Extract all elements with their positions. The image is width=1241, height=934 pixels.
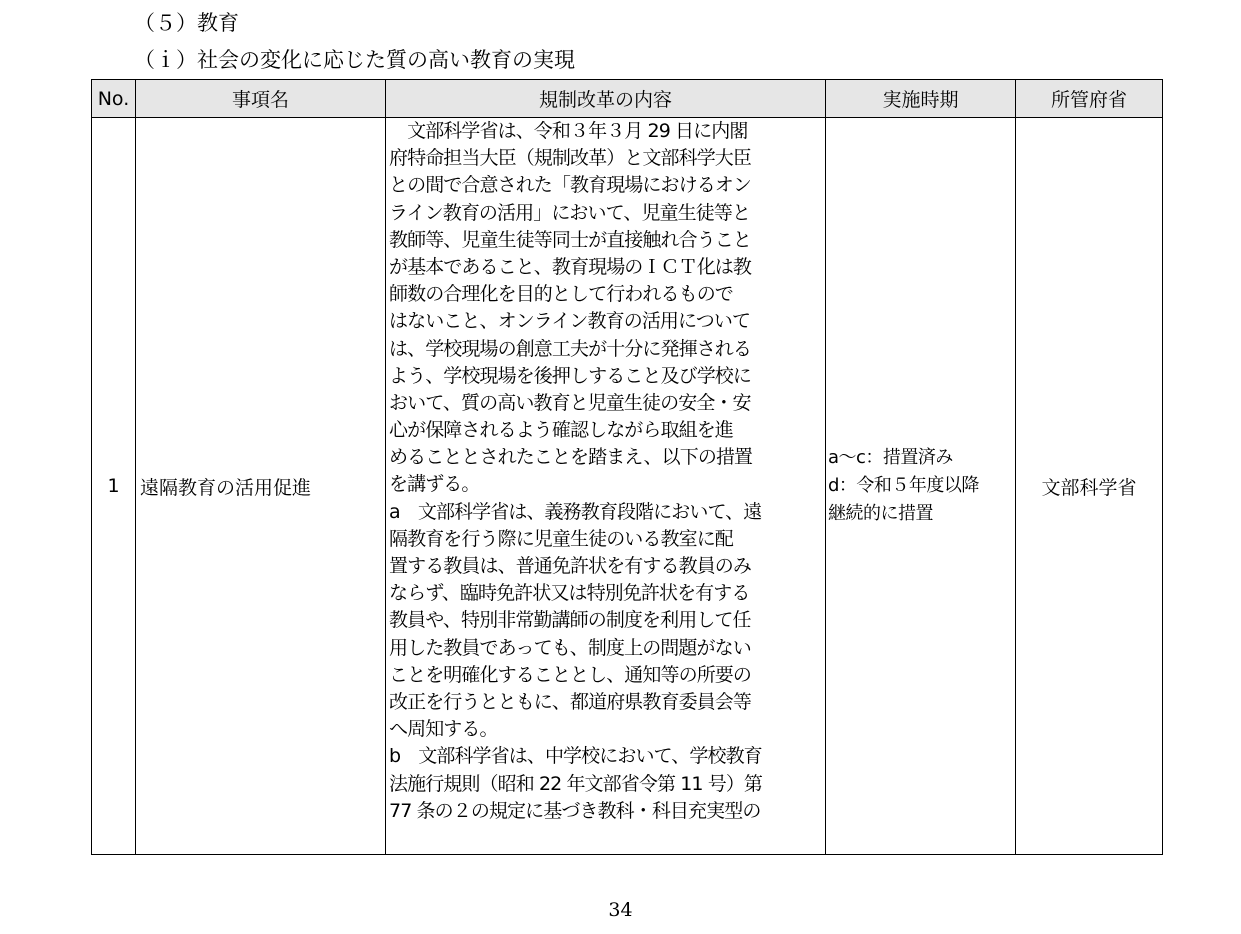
content-cell: [386, 118, 826, 855]
content-text: [386, 118, 825, 854]
section-heading: （５）教育: [134, 11, 239, 35]
header-no: No.: [92, 80, 136, 118]
row-number: 1: [92, 118, 136, 855]
content-line: を講ずる。: [389, 473, 480, 496]
content-line: 師数の合理化を目的として行われるもので: [389, 283, 733, 306]
page-number: 34: [608, 899, 633, 921]
subsection-heading: （ｉ）社会の変化に応じた質の高い教育の実現: [134, 48, 575, 72]
header-content: 規制改革の内容: [386, 80, 826, 118]
period-line: d：令和５年度以降: [828, 475, 979, 496]
header-item: 事項名: [136, 80, 386, 118]
period-line: a〜c：措置済み: [828, 447, 953, 468]
content-line: との間で合意された「教育現場におけるオン: [389, 174, 752, 197]
content-line: 教師等、児童生徒等同士が直接触れ合うこと: [389, 228, 752, 251]
table-header-row: [92, 80, 1163, 118]
content-line: めることとされたことを踏まえ、以下の措置: [389, 446, 753, 469]
item-name: 遠隔教育の活用促進: [136, 118, 386, 855]
table-row: [92, 118, 1163, 855]
content-line: が基本であること、教育現場のＩＣＴ化は教: [389, 255, 752, 278]
content-line: b 文部科学省は、中学校において、学校教育: [389, 745, 762, 768]
period-text: [828, 444, 1015, 528]
content-line: a 文部科学省は、義務教育段階において、遠: [389, 500, 762, 523]
content-line: 心が保障されるよう確認しながら取組を進: [389, 419, 733, 442]
content-line: 法施行規則（昭和 22 年文部省令第 11 号）第: [389, 772, 763, 795]
content-line: 77 条の２の規定に基づき教科・科目充実型の: [389, 799, 761, 822]
content-line: はないこと、オンライン教育の活用について: [389, 310, 751, 333]
content-line: 教員や、特別非常勤講師の制度を利用して任: [389, 609, 751, 632]
content-line: ことを明確化することとし、通知等の所要の: [389, 663, 752, 686]
header-ministry: 所管府省: [1016, 80, 1163, 118]
content-line: へ周知する。: [389, 718, 498, 741]
content-line: よう、学校現場を後押しすること及び学校に: [389, 364, 752, 387]
header-period: 実施時期: [826, 80, 1016, 118]
reform-table: [91, 79, 1163, 855]
content-line: は、学校現場の創意工夫が十分に発揮される: [389, 337, 752, 360]
content-line: 隔教育を行う際に児童生徒のいる教室に配: [389, 527, 733, 550]
content-line: ならず、臨時免許状又は特別免許状を有する: [389, 582, 750, 605]
ministry-name: 文部科学省: [1016, 118, 1163, 855]
period-cell: [826, 118, 1016, 855]
content-line: 府特命担当大臣（規制改革）と文部科学大臣: [389, 147, 752, 170]
content-line: おいて、質の高い教育と児童生徒の安全・安: [389, 391, 751, 414]
content-line: 用した教員であっても、制度上の問題がない: [389, 636, 751, 659]
content-line: 改正を行うとともに、都道府県教育委員会等: [389, 690, 752, 713]
period-line: 継続的に措置: [828, 503, 933, 524]
content-line: 置する教員は、普通免許状を有する教員のみ: [389, 555, 752, 577]
content-line: ライン教育の活用」において、児童生徒等と: [389, 201, 751, 224]
content-line: 文部科学省は、令和３年３月 29 日に内閣: [389, 120, 748, 142]
